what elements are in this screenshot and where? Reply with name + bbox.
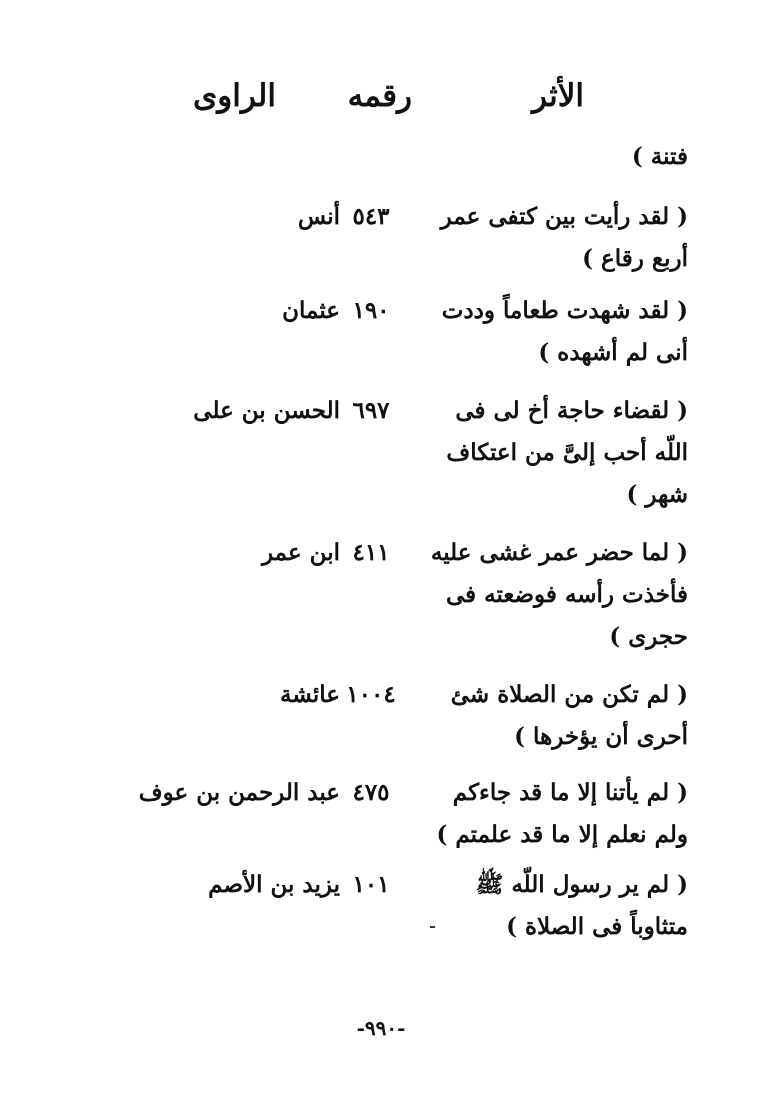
athar-number: ١٠٠٤ bbox=[346, 681, 396, 708]
athar-number: ٤١١ bbox=[352, 539, 390, 566]
narrator-name: ابن عمر bbox=[261, 539, 340, 566]
athar-text: ( لم تكن من الصلاة شئ أحرى أن يؤخرها ) bbox=[450, 681, 688, 750]
stray-mark bbox=[430, 926, 435, 928]
narrator-name: أنس bbox=[297, 203, 340, 230]
athar-number: ٦٩٧ bbox=[352, 397, 390, 424]
athar-text: ( لم ير رسول اللّه ﷺ متثاوباً فى الصلاة ) bbox=[475, 871, 688, 940]
narrator-name: عائشة bbox=[280, 681, 340, 708]
athar-text: ( لقد شهدت طعاماً وددت أنى لم أشهده ) bbox=[441, 297, 688, 366]
narrator-name: يزيد بن الأصم bbox=[208, 871, 340, 898]
page-number: -٩٩٠- bbox=[356, 1016, 406, 1040]
narrator-name: عثمان bbox=[282, 297, 340, 324]
narrator-name: الحسن بن على bbox=[193, 397, 340, 424]
athar-text: فتنة ) bbox=[631, 143, 688, 170]
athar-number: ٥٤٣ bbox=[352, 203, 390, 230]
column-header-number: رقمه bbox=[347, 78, 412, 114]
athar-text: ( لقضاء حاجة أخ لى فى اللّه أحب إلىَّ من اعتكاف شهر ) bbox=[446, 397, 688, 508]
athar-number: ١٩٠ bbox=[352, 297, 390, 324]
athar-text: ( لم يأتنا إلا ما قد جاءكم ولم نعلم إلا ما قد علمتم ) bbox=[436, 779, 688, 848]
column-header-narrator: الراوى bbox=[192, 78, 276, 114]
narrator-name: عبد الرحمن بن عوف bbox=[138, 779, 340, 806]
column-header-athar: الأثر bbox=[531, 78, 584, 114]
athar-text: ( لما حضر عمر غشى عليه فأخذت رأسه فوضعته فى حجرى ) bbox=[430, 539, 688, 650]
athar-number: ٤٧٥ bbox=[352, 779, 390, 806]
athar-text: ( لقد رأيت بين كتفى عمر أربع رقاع ) bbox=[440, 203, 688, 272]
athar-number: ١٠١ bbox=[352, 871, 390, 898]
